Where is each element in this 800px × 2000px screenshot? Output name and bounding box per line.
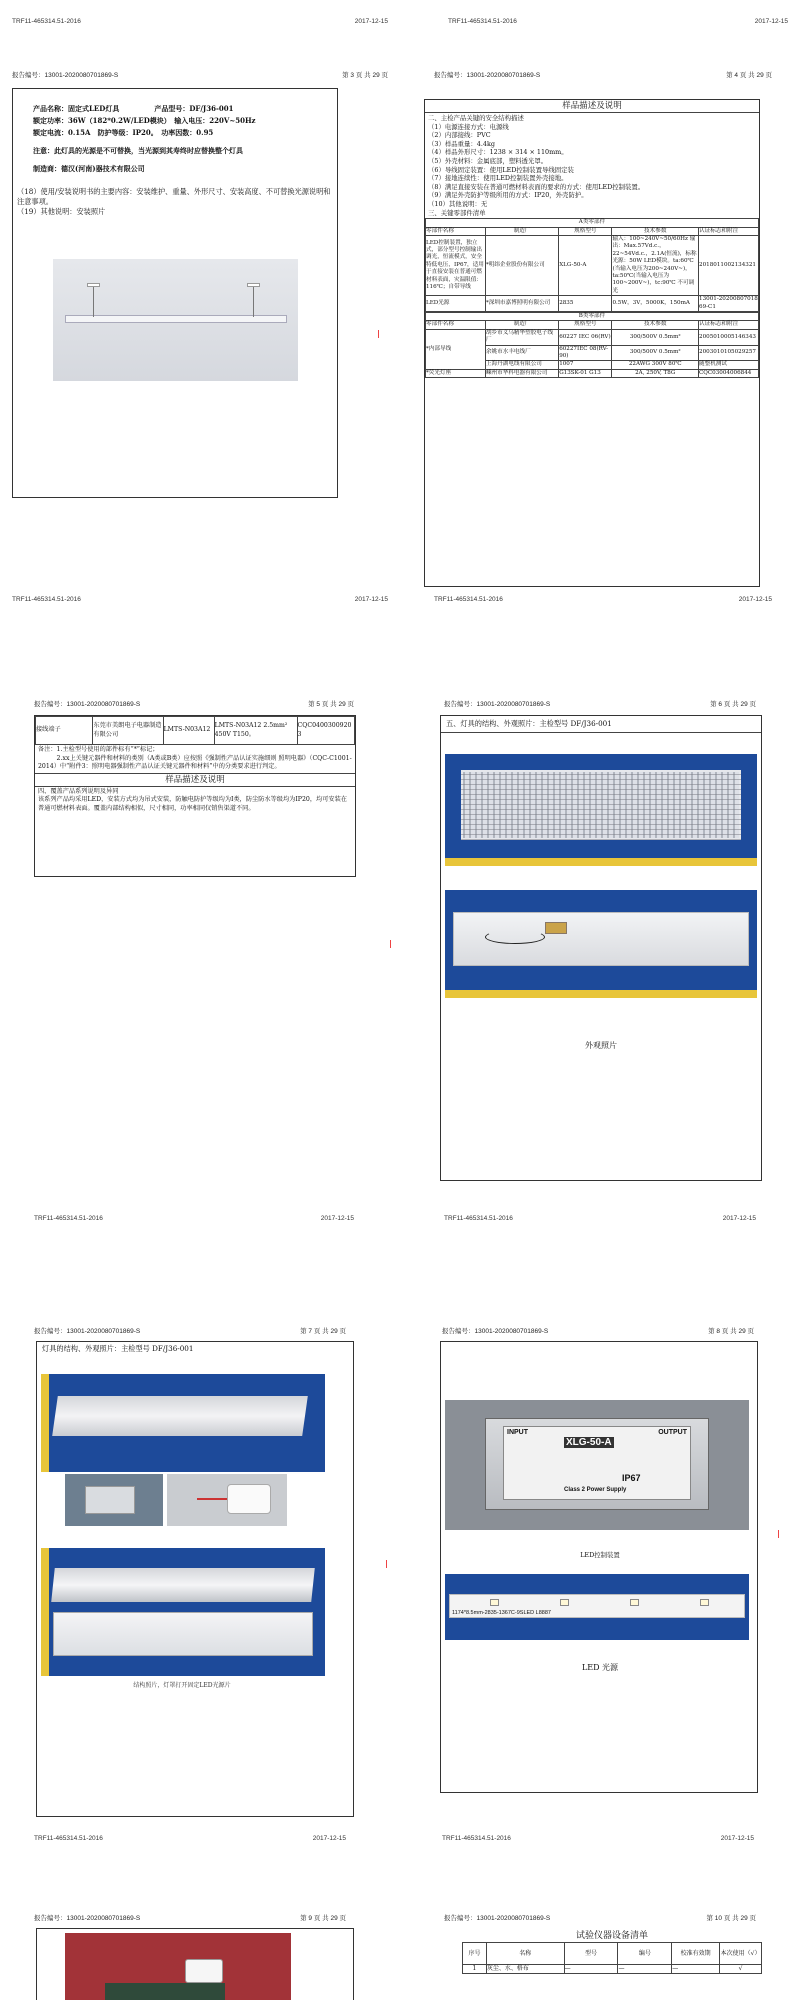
report-number: 报告编号：13001-2020080701869-S xyxy=(444,1915,551,1922)
safety-description xyxy=(425,113,759,218)
report-page-8 xyxy=(400,1240,800,1840)
strip-marking: 1174*8.5mm-2835-1367C-9SLED L8887 xyxy=(452,1610,551,1616)
led-chip xyxy=(630,1599,639,1606)
table-cell: 灰尘、水、格布 xyxy=(486,1965,564,1974)
table-cell: XLG-50-A xyxy=(559,235,612,295)
page-footer xyxy=(34,1215,354,1220)
page-number: 第 6 页 共 29 页 xyxy=(710,701,756,708)
description-item: （8）满足直接安装在普通可燃材料表面的要求的方式：使用LED控制装置。 xyxy=(428,182,645,191)
label-line: 额定功率：36W（182*0.2W/LED模块） 输入电压：220V~50Hz xyxy=(33,116,256,125)
photo-section-heading: 灯具的结构、外观照片：主检型号 DF/J36-001 xyxy=(42,1344,194,1353)
table-cell: LED光源 xyxy=(426,296,486,312)
report-page-3 xyxy=(0,0,400,608)
led-chip xyxy=(490,1599,499,1606)
table-cell: 余姚市水丰电线厂 xyxy=(485,345,558,361)
output-label: OUTPUT xyxy=(658,1429,687,1436)
issue-date: 2017-12-15 xyxy=(354,18,388,25)
report-page-10 xyxy=(400,1860,800,2000)
photo-section-heading: 五、灯具的结构、外观照片：主检型号 DF/J36-001 xyxy=(441,716,761,733)
table-cell: 2A, 250V, T8G xyxy=(612,369,699,377)
grille-mesh xyxy=(461,770,741,840)
page-frame xyxy=(34,715,356,877)
page-footer xyxy=(444,1215,756,1220)
table-cell: LED控制装置，独立式，部分型号控制输出调光，恒流模式，安全特低电压，IP67，适用于直接安装在普通可燃材料表面，灾温限值：116℃；自带导线 xyxy=(426,235,486,295)
table-cell: — xyxy=(618,1965,672,1974)
edge-mark xyxy=(778,1530,779,1538)
label-line: 额定电流：0.15A 防护等级：IP20。 功率因数：0.95 xyxy=(33,128,214,137)
table-cell: 60227IEC 08(RV-90) xyxy=(559,345,612,361)
footer-template-id: TRF11-465314.51-2016 xyxy=(444,1215,513,1220)
table-group-title: B类零部件 xyxy=(426,313,759,321)
led-strip-photo xyxy=(445,1574,749,1640)
wiring-detail-photo xyxy=(65,1474,163,1526)
description-item: （10）其他说明：无 xyxy=(428,199,488,208)
column-header: 技术参数 xyxy=(612,321,699,329)
table-cell: *内部导线 xyxy=(426,329,486,369)
edge-mark xyxy=(386,1560,387,1568)
page-footer xyxy=(434,596,772,603)
column-header: 零部件名称 xyxy=(426,227,486,235)
column-header: 制造厂 xyxy=(485,321,558,329)
parts-continued-table xyxy=(35,716,355,745)
report-header xyxy=(34,1326,346,1335)
label-line: 制造商：德汉(河南)器技术有限公司 xyxy=(33,164,145,173)
parts-heading: 三、关键零部件清单 xyxy=(428,208,486,217)
description-item: （1）电源连接方式：电源线 xyxy=(428,122,509,131)
terminal-block xyxy=(85,1486,135,1514)
description-item: （7）接地连续性：使用LED控制装置外壳接地。 xyxy=(428,174,568,183)
table-cell: CQC04003009203 xyxy=(297,717,354,745)
lamp-open-photo xyxy=(445,754,757,866)
table-cell: 输入：100~240V~50/60Hz 输出：Max.57Vd.c.，22~54Vd.c.，2.1A(恒流)，标称光源：50W LED模块。ta:60℃(当输入电压为200~240V~)，ta:50℃(当输入电压为100~200V~)，tc:90℃ 不可调光 xyxy=(612,235,697,294)
description-item: （2）内部接线：PVC xyxy=(428,131,491,140)
page-frame xyxy=(36,1341,354,1817)
table-cell: 接线端子 xyxy=(36,717,93,745)
report-number: 报告编号：13001-2020080701869-S xyxy=(434,72,541,79)
label-line: 注意：此灯具的光源是不可替换，当光源到其寿终时应替换整个灯具 xyxy=(33,146,243,155)
table-cell: — xyxy=(564,1965,618,1974)
a-class-parts-table xyxy=(425,218,759,312)
report-page-4 xyxy=(400,0,800,608)
led-channel xyxy=(52,1396,308,1436)
series-description xyxy=(35,787,355,815)
table-cell: 0.5W，3V，5000K，150mA xyxy=(612,296,699,312)
installation-photo xyxy=(53,259,298,381)
reflector xyxy=(51,1568,315,1602)
column-header: 技术参数 xyxy=(612,227,699,235)
led-chip xyxy=(560,1599,569,1606)
report-header xyxy=(434,70,772,79)
report-header xyxy=(444,1913,756,1922)
footer-date: 2017-12-15 xyxy=(738,596,772,603)
table-cell: 2018011002134321 xyxy=(699,235,759,295)
report-header xyxy=(34,699,354,708)
section-title: 样品描述及说明 xyxy=(425,100,759,113)
footer-template-id: TRF11-465314.51-2016 xyxy=(12,596,81,603)
ip-rating: IP67 xyxy=(622,1473,641,1483)
page-number: 第 3 页 共 29 页 xyxy=(342,72,388,79)
suspension-wire xyxy=(253,285,254,317)
lamp-led-photo xyxy=(41,1548,325,1676)
footer-date: 2017-12-15 xyxy=(312,1835,346,1840)
equipment-list-title: 试验仪器设备清单 xyxy=(575,1931,648,1941)
note-item: （18）使用/安装说明书的主要内容：安装维护、重量、外形尺寸、安装高度、不可替换光源说明和注意事项。 xyxy=(17,187,331,206)
footer-template-id: TRF11-465314.51-2016 xyxy=(442,1835,511,1840)
wire xyxy=(197,1498,227,1500)
page-footer xyxy=(442,1835,754,1840)
photo-caption: LED控制装置 xyxy=(580,1551,620,1559)
page-frame xyxy=(36,1928,354,2000)
b-class-parts-table xyxy=(425,312,759,378)
page-frame xyxy=(12,88,338,498)
table-row xyxy=(426,369,759,377)
table-row xyxy=(36,717,355,745)
page-frame xyxy=(424,99,760,587)
measuring-tape xyxy=(41,1374,49,1472)
description-item: （3）样品重量：4.4kg xyxy=(428,139,495,148)
page-number: 第 10 页 共 29 页 xyxy=(706,1915,756,1922)
input-label: INPUT xyxy=(507,1429,528,1436)
equipment-table xyxy=(462,1942,762,1974)
remark-line: 2.xx上关键元器件和材料的类别（A类或B类）应按照《强制性产品认证实施细则 照明电器》（CQC-C1001-2014）中“附件3：照明电器强制性产品认证关键元器件和材料”中的分类要求进行判定。 xyxy=(38,754,352,771)
install-notes xyxy=(17,187,332,217)
template-id: TRF11-465314.51-2016 xyxy=(12,18,81,25)
photo-caption: LED 光源 xyxy=(581,1663,619,1672)
product-label xyxy=(33,103,323,175)
terminal-block xyxy=(185,1959,223,1983)
table-cell: √ xyxy=(720,1965,762,1974)
measuring-tape xyxy=(445,990,757,998)
footer-date: 2017-12-15 xyxy=(320,1215,354,1220)
table-row xyxy=(426,296,759,312)
footer-date: 2017-12-15 xyxy=(722,1215,756,1220)
issue-date: 2017-12-15 xyxy=(754,18,788,25)
remarks xyxy=(35,745,355,774)
footer-date: 2017-12-15 xyxy=(720,1835,754,1840)
column-header: 序号 xyxy=(463,1943,487,1965)
photo-caption: 结构照片，灯罩打开固定LED光源片 xyxy=(133,1682,231,1689)
table-row xyxy=(426,329,759,345)
footer-template-id: TRF11-465314.51-2016 xyxy=(34,1215,103,1220)
led-tray xyxy=(53,1612,313,1656)
template-id: TRF11-465314.51-2016 xyxy=(448,18,517,25)
table-cell: CQC03004006844 xyxy=(699,369,759,377)
table-cell: 东莞市美朗电子电器制造有限公司 xyxy=(93,717,163,745)
description-heading: 二、主检产品关键的安全结构描述 xyxy=(428,114,524,122)
ceiling-mount xyxy=(87,283,100,287)
page-number: 第 7 页 共 29 页 xyxy=(300,1328,346,1335)
footer-template-id: TRF11-465314.51-2016 xyxy=(434,596,503,603)
driver-box xyxy=(545,922,567,934)
circuit-board xyxy=(105,1983,225,2000)
measuring-tape xyxy=(445,858,757,866)
ceiling-mount xyxy=(247,283,260,287)
column-header: 规格型号 xyxy=(559,227,612,235)
description-item: （4）样品外形尺寸：1238 × 314 × 110mm。 xyxy=(428,148,568,157)
report-header xyxy=(12,70,388,79)
table-cell: 随整机测试 xyxy=(699,361,759,369)
table-cell: G13SK-01 G13 xyxy=(559,369,612,377)
label-line: 产品名称：固定式LED灯具 产品型号：DF/J36-001 xyxy=(33,104,234,113)
report-number: 报告编号：13001-2020080701869-S xyxy=(12,72,119,79)
table-cell: 22AWG 300V 80℃ xyxy=(612,361,699,369)
table-cell: 13001-2020080701869-C1 xyxy=(699,296,758,310)
table-cell: LMTS-N03A12 xyxy=(163,717,214,745)
column-header: 编号 xyxy=(618,1943,672,1965)
section-title: 样品描述及说明 xyxy=(35,774,355,787)
table-cell: 上海丹湖电线有限公司 xyxy=(485,361,558,369)
footer-date: 2017-12-15 xyxy=(354,596,388,603)
table-cell: 2835 xyxy=(559,296,612,312)
connector-detail-photo xyxy=(167,1474,287,1526)
footer-template-id: TRF11-465314.51-2016 xyxy=(34,1835,103,1840)
page-top-header xyxy=(448,18,788,25)
component-photo xyxy=(65,1933,291,2000)
edge-mark xyxy=(390,940,391,948)
page-number: 第 9 页 共 29 页 xyxy=(300,1915,346,1922)
remark-line: 备注：1.主检型号使用的部件标有“*”标记； xyxy=(38,746,159,753)
table-group-title: A类零部件 xyxy=(426,219,759,227)
report-page-5 xyxy=(0,620,400,1220)
page-number: 第 5 页 共 29 页 xyxy=(308,701,354,708)
table-cell: LMTS-N03A12 2.5mm² 450V T150。 xyxy=(214,717,297,745)
page-frame xyxy=(440,715,762,1181)
table-cell: *荧光灯座 xyxy=(426,369,486,377)
lamp-back-photo xyxy=(445,890,757,998)
table-cell: *深圳市嘉博照明有限公司 xyxy=(485,296,558,312)
report-header xyxy=(442,1326,754,1335)
description-item: （5）外壳材料：金属底部，塑料透光罩。 xyxy=(428,156,548,165)
column-header: 本次使用（√） xyxy=(720,1943,762,1965)
table-cell: — xyxy=(672,1965,720,1974)
description-item: （9）满足外壳防护等级所用的方式：IP20，外壳防护。 xyxy=(428,191,588,200)
measuring-tape xyxy=(41,1548,49,1676)
report-number: 报告编号：13001-2020080701869-S xyxy=(34,1328,141,1335)
led-strip xyxy=(449,1594,745,1618)
table-cell: 嵊州市华科电器有限公司 xyxy=(485,369,558,377)
table-cell: 胡乡市义乌精华塑胶电子线厂 xyxy=(485,329,558,345)
note-item: （19）其他说明：安装照片 xyxy=(17,207,106,216)
edge-mark xyxy=(378,330,379,338)
report-header xyxy=(34,1913,346,1922)
connector xyxy=(227,1484,271,1514)
report-page-9 xyxy=(0,1860,400,2000)
column-header: 规格型号 xyxy=(559,321,612,329)
table-cell: 60227 IEC 06(RV) xyxy=(559,329,612,345)
column-header: 校准有效期 xyxy=(672,1943,720,1965)
page-number: 第 8 页 共 29 页 xyxy=(708,1328,754,1335)
table-cell: 2005010005146343 xyxy=(699,329,759,345)
report-page-7 xyxy=(0,1240,400,1840)
class-label: Class 2 Power Supply xyxy=(564,1487,627,1493)
page-footer xyxy=(12,596,388,603)
led-chip xyxy=(700,1599,709,1606)
column-header: 名称 xyxy=(486,1943,564,1965)
series-text: 该系列产品均采用LED，安装方式均为吊式安装，防触电防护等级均为I类，防尘防水等级均为IP20，均可安装在普通可燃材料表面。覆盖内部结构相似，尺寸相同，功率相同仅销售渠道不同。 xyxy=(38,796,347,812)
table-cell: 1 xyxy=(463,1965,487,1974)
model-label: XLG-50-A xyxy=(566,1437,612,1448)
report-number: 报告编号：13001-2020080701869-S xyxy=(444,701,551,708)
report-page-6 xyxy=(400,620,800,1220)
report-header xyxy=(444,699,756,708)
column-header: 型号 xyxy=(564,1943,618,1965)
photo-caption: 外观照片 xyxy=(585,1041,617,1050)
led-driver-photo xyxy=(445,1400,749,1530)
table-header-row xyxy=(463,1943,762,1965)
table-cell: 1007 xyxy=(559,361,612,369)
page-number: 第 4 页 共 29 页 xyxy=(726,72,772,79)
column-header: 零部件名称 xyxy=(426,321,486,329)
table-cell: *明纬企业股份有限公司 xyxy=(485,235,558,295)
page-top-header xyxy=(12,18,388,25)
series-heading: 四、覆盖产品系列说明及异同 xyxy=(38,787,119,795)
table-cell: 300/500V 0.5mm² xyxy=(612,329,699,345)
column-header: 认证标志和附注 xyxy=(699,227,759,235)
report-number: 报告编号：13001-2020080701869-S xyxy=(34,701,141,708)
driver-nameplate xyxy=(503,1426,691,1500)
table-row xyxy=(463,1965,762,1974)
page-frame xyxy=(440,1341,758,1793)
page-footer xyxy=(34,1835,346,1840)
report-number: 报告编号：13001-2020080701869-S xyxy=(34,1915,141,1922)
description-item: （6）导线固定装置：使用LED控制装置导线固定装 xyxy=(428,165,574,174)
table-row xyxy=(426,235,759,295)
power-cord xyxy=(485,930,545,944)
column-header: 认证标志和附注 xyxy=(699,321,759,329)
report-number: 报告编号：13001-2020080701869-S xyxy=(442,1328,549,1335)
lamp-interior-photo xyxy=(41,1374,325,1472)
suspension-wire xyxy=(93,285,94,317)
table-cell: 300/500V 0.5mm² xyxy=(612,345,699,361)
table-cell: 2003010105029257 xyxy=(699,345,759,361)
column-header: 制造厂 xyxy=(485,227,558,235)
